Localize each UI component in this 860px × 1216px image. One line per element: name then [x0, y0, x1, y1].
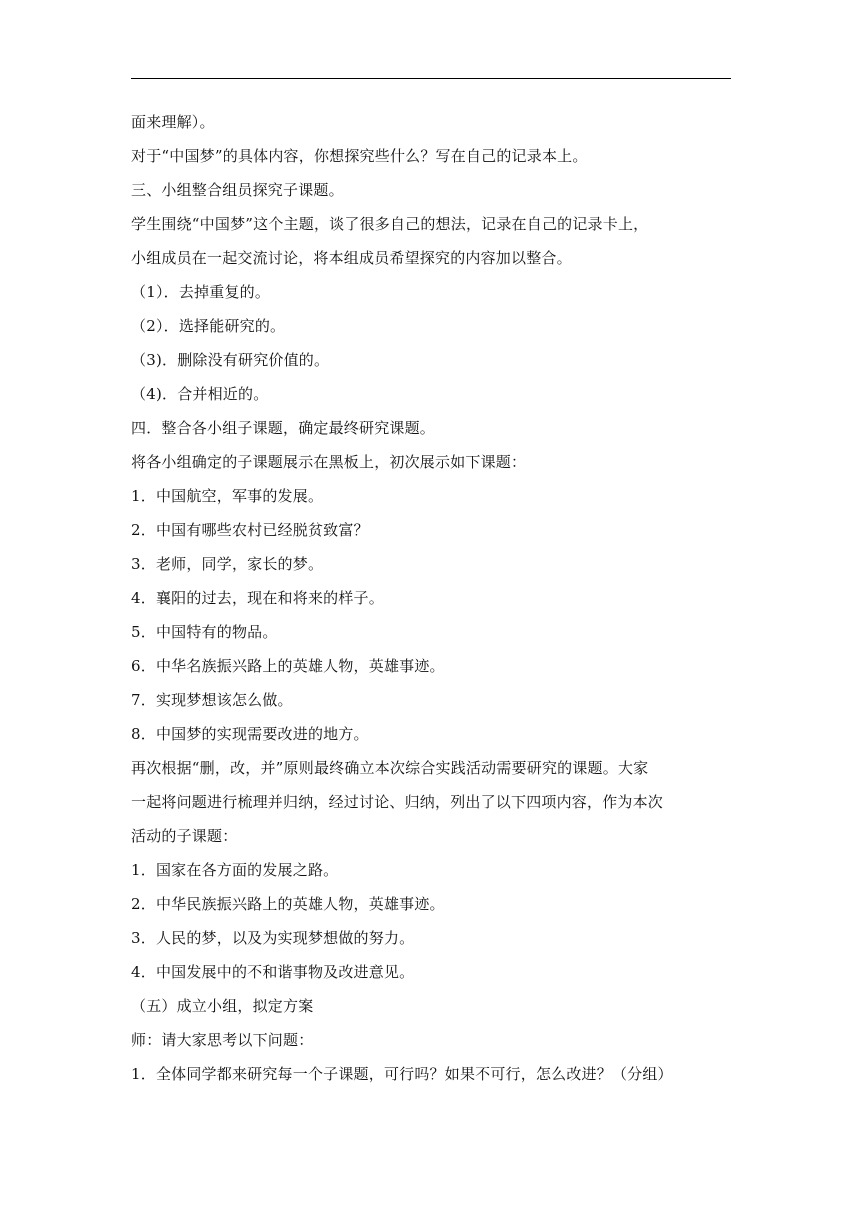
document-body: [131, 105, 731, 1091]
text-line: 面来理解）。: [131, 113, 215, 131]
list-item: 3．人民的梦，以及为实现梦想做的努力。: [131, 929, 415, 947]
section-heading: 三、小组整合组员探究子课题。: [131, 181, 344, 199]
list-item: 1．国家在各方面的发展之路。: [131, 861, 339, 879]
list-item: （4)．合并相近的。: [131, 385, 269, 403]
section-heading: （五）成立小组，拟定方案: [131, 997, 314, 1015]
text-line: 师：请大家思考以下问题：: [131, 1031, 314, 1049]
text-line: 一起将问题进行梳理并归纳，经过讨论、归纳，列出了以下四项内容，作为本次: [131, 793, 664, 811]
text-line: 再次根据“删，改，并”原则最终确立本次综合实践活动需要研究的课题。大家: [131, 759, 649, 777]
text-line: 学生围绕“中国梦”这个主题，谈了很多自己的想法，记录在自己的记录卡上，: [131, 215, 649, 233]
section-heading: 四．整合各小组子课题，确定最终研究课题。: [131, 419, 436, 437]
text-line: 小组成员在一起交流讨论，将本组成员希望探究的内容加以整合。: [131, 249, 572, 267]
list-item: 2．中华民族振兴路上的英雄人物，英雄事迹。: [131, 895, 445, 913]
list-item: 1．全体同学都来研究每一个子课题，可行吗？如果不可行，怎么改进？（分组）: [131, 1065, 673, 1083]
list-item: 4．中国发展中的不和谐事物及改进意见。: [131, 963, 415, 981]
text-line: 活动的子课题：: [131, 827, 238, 845]
list-item: 8．中国梦的实现需要改进的地方。: [131, 725, 369, 743]
list-item: 1．中国航空，军事的发展。: [131, 487, 324, 505]
list-item: 2．中国有哪些农村已经脱贫致富？: [131, 521, 369, 539]
text-line: 将各小组确定的子课题展示在黑板上，初次展示如下课题：: [131, 453, 527, 471]
list-item: 7．实现梦想该怎么做。: [131, 691, 293, 709]
list-item: 5．中国特有的物品。: [131, 623, 278, 641]
header-rule: [131, 78, 731, 79]
text-line: 对于“中国梦”的具体内容，你想探究些什么？写在自己的记录本上。: [131, 147, 588, 165]
list-item: 4．襄阳的过去，现在和将来的样子。: [131, 589, 384, 607]
list-item: （1）．去掉重复的。: [131, 283, 271, 301]
list-item: 6．中华名族振兴路上的英雄人物，英雄事迹。: [131, 657, 445, 675]
list-item: （2）．选择能研究的。: [131, 317, 286, 335]
list-item: （3)．删除没有研究价值的。: [131, 351, 330, 369]
list-item: 3．老师，同学，家长的梦。: [131, 555, 324, 573]
